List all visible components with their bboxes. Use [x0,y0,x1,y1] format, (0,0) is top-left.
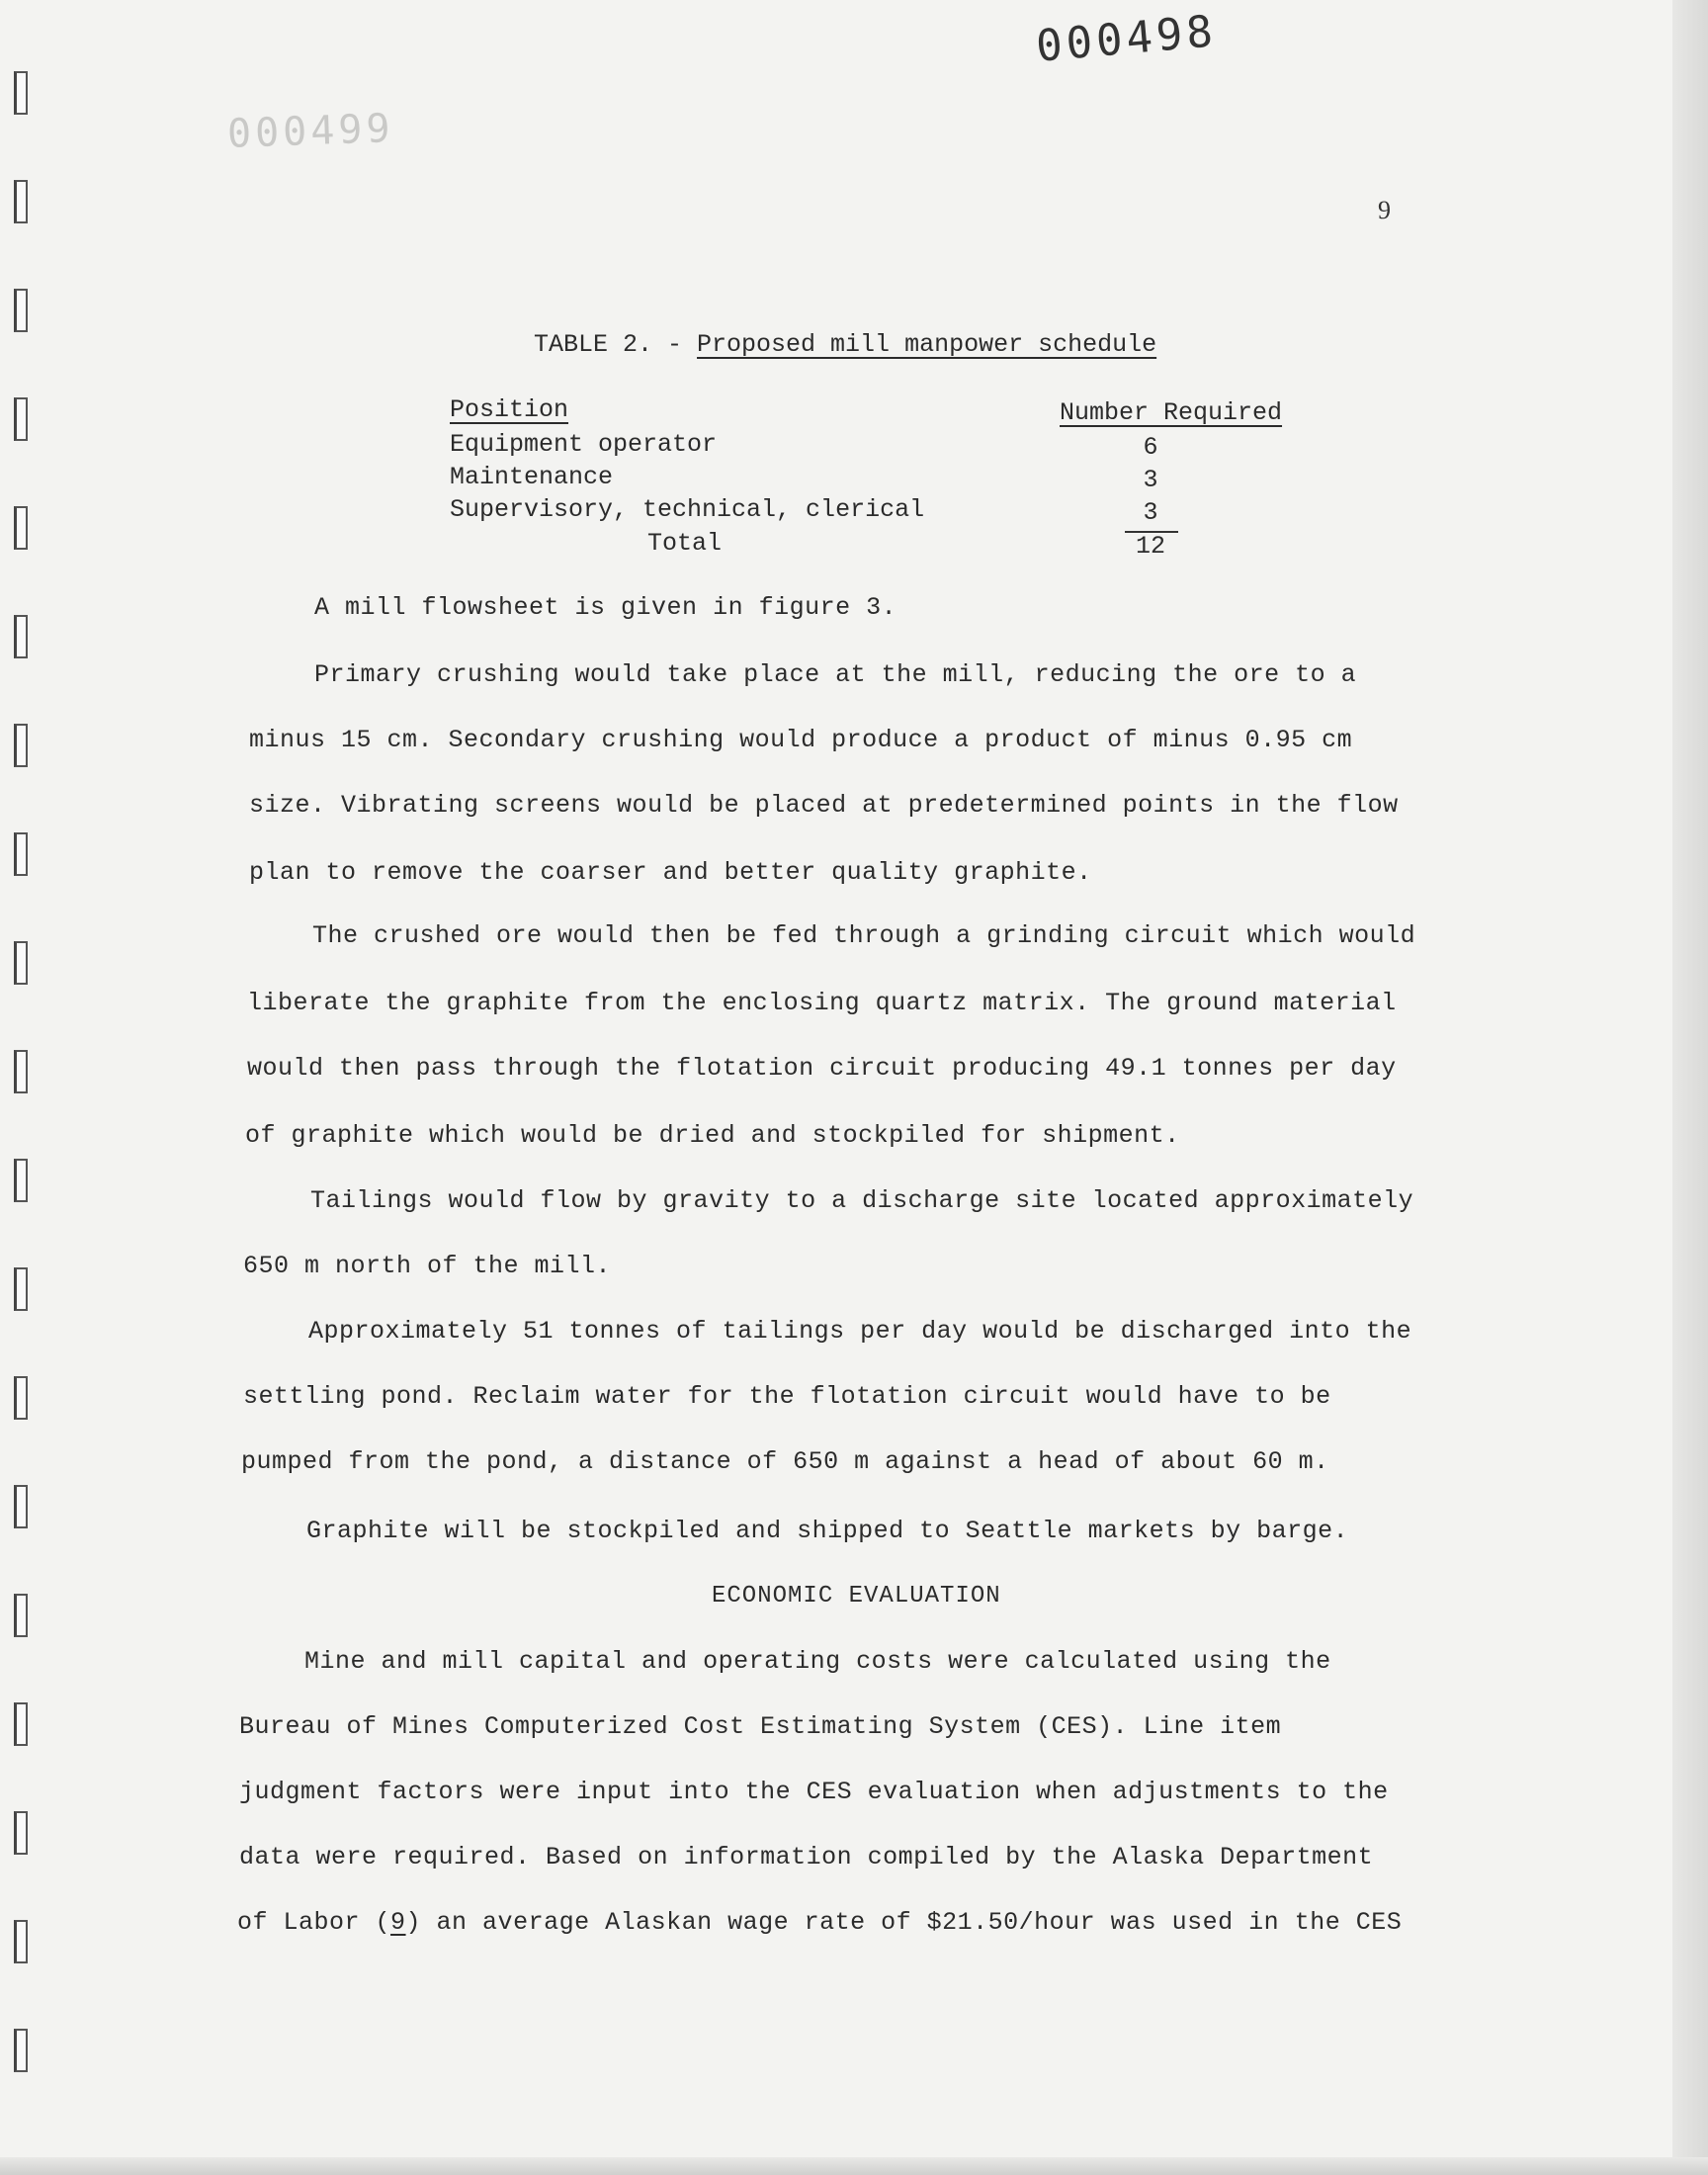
binder-hole-icon [14,1050,28,1093]
section-heading: ECONOMIC EVALUATION [712,1583,1001,1610]
body-line: Tailings would flow by gravity to a discharge site located approximately [310,1186,1414,1215]
document-stamp: 000498 [1034,6,1219,72]
body-line: The crushed ore would then be fed through a grinding circuit which would [312,921,1416,950]
body-line: judgment factors were input into the CES evaluation when adjustments to the [239,1778,1389,1806]
reference-number: 9 [390,1908,406,1937]
binder-hole-icon [14,1811,28,1855]
page-number: 9 [1378,196,1391,224]
table-row-number: 6 [1143,433,1158,462]
table-row-position: Maintenance [450,463,614,491]
binder-hole-icon [14,1267,28,1311]
binder-hole-icon [14,71,28,115]
body-line: liberate the graphite from the enclosing quartz matrix. The ground material [247,989,1397,1017]
binder-hole-icon [14,941,28,985]
body-line: data were required. Based on information compiled by the Alaska Department [239,1843,1374,1871]
binder-hole-icon [14,724,28,767]
body-line: Mine and mill capital and operating costs were calculated using the [304,1647,1331,1676]
body-line-last [237,1908,1402,1937]
binder-hole-icon [14,180,28,223]
body-line: A mill flowsheet is given in figure 3. [314,593,897,622]
binder-hole-icon [14,832,28,876]
binder-hole-icon [14,289,28,332]
body-line: minus 15 cm. Secondary crushing would produce a product of minus 0.95 cm [249,726,1353,754]
binder-hole-icon [14,1702,28,1746]
table-row-number: 3 [1143,498,1158,527]
body-line: plan to remove the coarser and better quality graphite. [249,858,1092,887]
page-bottom-edge [0,2157,1708,2175]
column-header-number: Number Required [1060,398,1283,427]
binder-hole-icon [14,2029,28,2072]
binder-hole-icon [14,1376,28,1420]
binder-hole-icon [14,1594,28,1637]
table-label: TABLE 2. - [534,330,698,359]
binder-hole-icon [14,1920,28,1963]
body-line: pumped from the pond, a distance of 650 m against a head of about 60 m. [241,1447,1329,1476]
column-header-position: Position [450,395,569,424]
body-line: Bureau of Mines Computerized Cost Estimating System (CES). Line item [239,1712,1282,1741]
ghost-stamp: 000499 [226,106,395,157]
body-line: Approximately 51 tonnes of tailings per day would be discharged into the [308,1317,1412,1346]
binder-hole-icon [14,1485,28,1528]
body-line: would then pass through the flotation circuit producing 49.1 tonnes per day [247,1054,1397,1083]
body-line: 650 m north of the mill. [243,1252,612,1280]
table-row-number: 3 [1143,466,1158,494]
table-title [534,330,1156,359]
binder-hole-icon [14,397,28,441]
binder-hole-icon [14,1159,28,1202]
body-line: size. Vibrating screens would be placed at predetermined points in the flow [249,791,1399,820]
binder-hole-icon [14,615,28,658]
body-line: Primary crushing would take place at the mill, reducing the ore to a [314,660,1357,689]
text-fragment: ) an average Alaskan wage rate of $21.50/hour was used in the CES [405,1908,1403,1937]
table-caption: Proposed mill manpower schedule [697,330,1157,359]
text-fragment: of Labor ( [237,1908,391,1937]
binder-hole-icon [14,506,28,550]
table-total-value: 12 [1135,532,1165,561]
table-total-label: Total [647,529,723,558]
body-line: of graphite which would be dried and stockpiled for shipment. [245,1121,1180,1150]
page-edge-shadow [1672,0,1708,2175]
body-line: settling pond. Reclaim water for the flotation circuit would have to be [243,1382,1331,1411]
body-line: Graphite will be stockpiled and shipped to Seattle markets by barge. [306,1517,1349,1545]
table-row-position: Equipment operator [450,430,718,459]
table-row-position: Supervisory, technical, clerical [450,495,925,524]
